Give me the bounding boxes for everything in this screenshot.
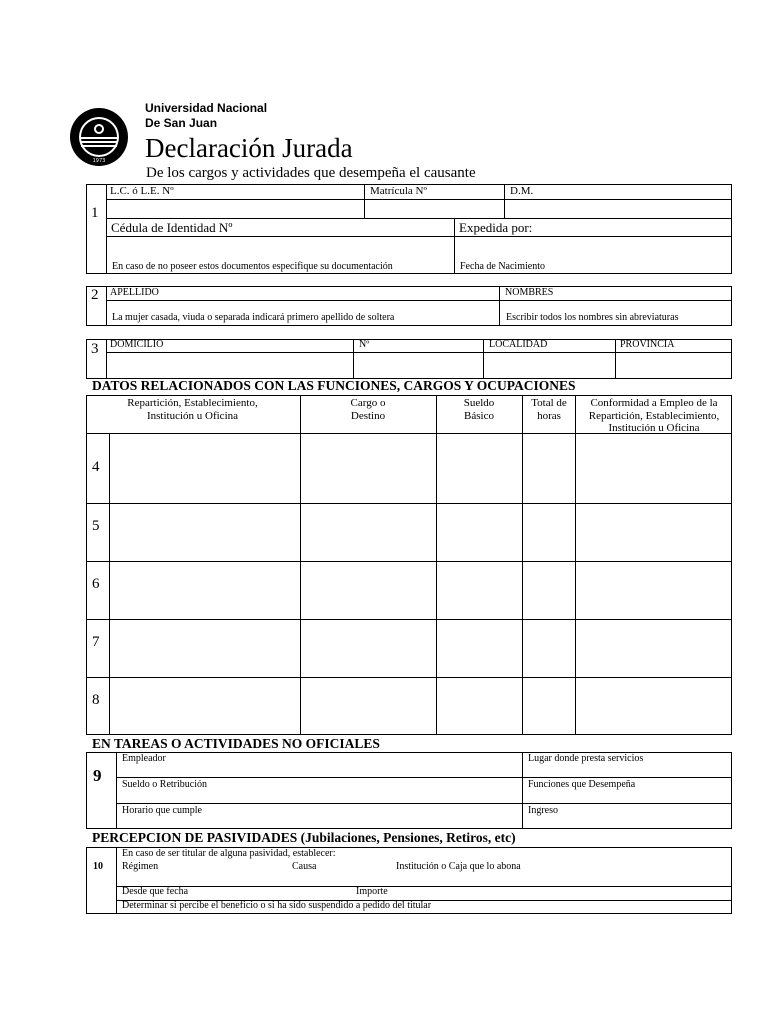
localidad-input[interactable] — [484, 353, 615, 378]
matricula-label: Matrícula Nº — [370, 185, 427, 197]
numero-input[interactable] — [354, 353, 483, 378]
nacimiento-input[interactable] — [455, 237, 731, 261]
desde-label: Desde que fecha — [122, 886, 189, 897]
apellido-input[interactable] — [107, 301, 499, 313]
domicilio-label: DOMICILIO — [110, 339, 164, 350]
section-1-number: 1 — [91, 205, 99, 221]
provincia-input[interactable] — [616, 353, 731, 378]
causa-label: Causa — [292, 861, 317, 872]
sueldo-label: Sueldo o Retribución — [122, 779, 207, 790]
importe-label: Importe — [356, 886, 388, 897]
dm-input[interactable] — [505, 200, 731, 218]
doc-note: En caso de no poseer estos documentos especifique su documentación — [112, 261, 393, 272]
matricula-input[interactable] — [365, 200, 504, 218]
row-number: 4 — [92, 459, 100, 475]
section-2-number: 2 — [91, 287, 99, 303]
documentacion-input[interactable] — [107, 237, 454, 261]
section-3-number: 3 — [91, 341, 99, 357]
nacimiento-label: Fecha de Nacimiento — [460, 261, 545, 272]
col-reparticion: Repartición, Establecimiento, Institución u Oficina — [127, 397, 258, 422]
horario-label: Horario que cumple — [122, 805, 202, 816]
expedida-label: Expedida por: — [459, 220, 533, 235]
page-title: Declaración Jurada — [145, 133, 353, 163]
table-row[interactable] — [110, 678, 731, 734]
nombres-label: NOMBRES — [505, 287, 554, 298]
university-name-line2: De San Juan — [145, 116, 218, 130]
determinar-label: Determinar si percibe el beneficio o si ha sido suspendido a pedido del titular — [122, 900, 432, 911]
ingreso-label: Ingreso — [528, 805, 558, 816]
col-cargo: Cargo o Destino — [350, 397, 386, 422]
section-9-number: 9 — [93, 766, 102, 785]
row-number: 8 — [92, 692, 100, 708]
section-10-number: 10 — [93, 861, 103, 872]
lugar-label: Lugar donde presta servicios — [528, 753, 644, 764]
cedula-label: Cédula de Identidad Nº — [111, 220, 233, 235]
page-subtitle: De los cargos y actividades que desempeña el causante — [146, 165, 476, 181]
no-oficiales-heading: EN TAREAS O ACTIVIDADES NO OFICIALES — [92, 736, 380, 751]
table-row[interactable] — [110, 434, 731, 503]
numero-label: Nº — [359, 339, 370, 350]
lc-label: L.C. ó L.E. Nº — [110, 185, 174, 197]
pasividad-intro: En caso de ser titular de alguna pasividad, establecer: — [122, 848, 336, 859]
row-number: 7 — [92, 634, 100, 650]
institucion-label: Institución o Caja que lo abona — [396, 861, 521, 872]
regimen-label: Régimen — [122, 861, 159, 872]
nombres-input[interactable] — [500, 301, 731, 313]
domicilio-input[interactable] — [107, 353, 353, 378]
provincia-label: PROVINCIA — [620, 339, 675, 350]
empleador-label: Empleador — [122, 753, 166, 764]
table-row[interactable] — [110, 562, 731, 619]
apellido-note: La mujer casada, viuda o separada indicará primero apellido de soltera — [112, 312, 395, 323]
pasividades-heading: PERCEPCION DE PASIVIDADES (Jubilaciones, Pensiones, Retiros, etc) — [92, 830, 516, 845]
svg-text:1973: 1973 — [92, 158, 106, 164]
col-sueldo: Sueldo Básico — [463, 397, 495, 422]
table-row[interactable] — [110, 620, 731, 677]
apellido-label: APELLIDO — [110, 287, 159, 298]
funciones-label: Funciones que Desempeña — [528, 779, 636, 790]
dm-label: D.M. — [510, 185, 534, 197]
row-number: 5 — [92, 518, 100, 534]
lc-input[interactable] — [107, 200, 364, 218]
university-seal — [69, 107, 129, 167]
localidad-label: LOCALIDAD — [489, 339, 548, 350]
table-row[interactable] — [110, 504, 731, 561]
col-horas: Total de horas — [531, 397, 567, 422]
funciones-heading: DATOS RELACIONADOS CON LAS FUNCIONES, CARGOS Y OCUPACIONES — [92, 378, 576, 393]
university-name-line1: Universidad Nacional — [145, 101, 268, 115]
col-conformidad: Conformidad a Empleo de la Repartición, Establecimiento, Institución u Oficina — [588, 397, 720, 435]
nombres-note: Escribir todos los nombres sin abreviaturas — [506, 312, 679, 323]
row-number: 6 — [92, 576, 100, 592]
